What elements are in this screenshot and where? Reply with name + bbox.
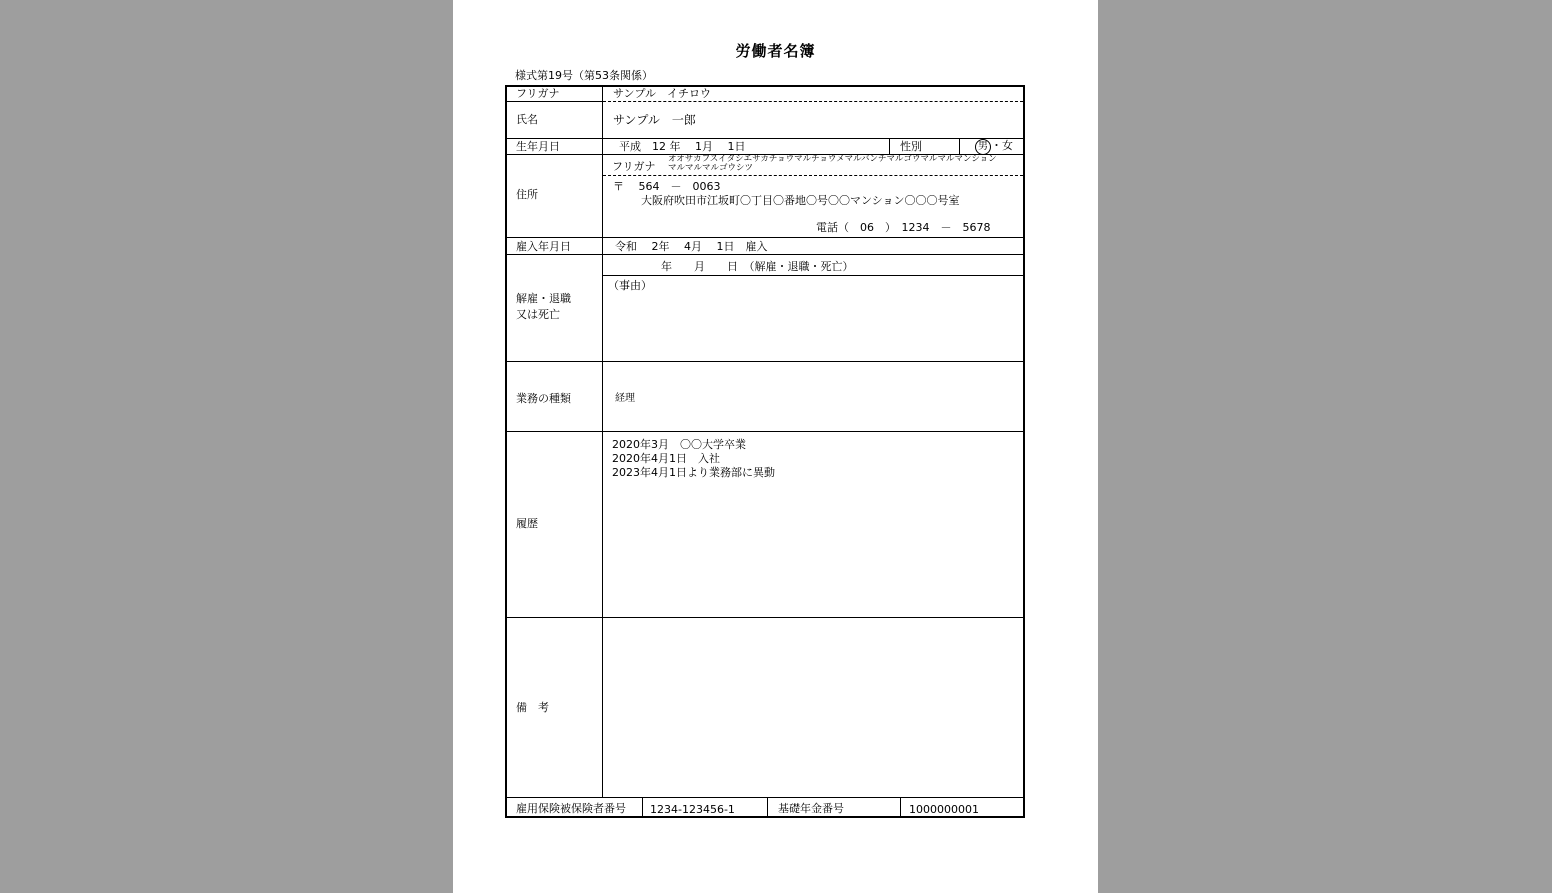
termination-label-line1: 解雇・退職 xyxy=(516,292,571,305)
bottom-divider xyxy=(767,798,768,818)
address-furigana-line1: オオサカフスイタシエサカチョウマルチョウメマルバンチマルゴウマルマルマンション xyxy=(668,154,997,164)
furigana-label: フリガナ xyxy=(516,87,560,100)
gender-label: 性別 xyxy=(900,140,922,153)
notes-label: 備 考 xyxy=(516,701,549,714)
row-divider xyxy=(507,797,1023,798)
row-divider xyxy=(507,254,1023,255)
name-value: サンプル 一郎 xyxy=(613,113,696,127)
furigana-value: サンプル イチロウ xyxy=(613,87,712,100)
address-furigana-label: フリガナ xyxy=(612,160,656,173)
job-type-value: 経理 xyxy=(615,393,635,404)
address-value: 大阪府吹田市江坂町〇丁目〇番地〇号〇〇マンション〇〇〇号室 xyxy=(641,194,960,207)
insurance-number-value: 1234-123456-1 xyxy=(650,803,735,816)
row-divider xyxy=(507,617,1023,618)
worker-register-form xyxy=(505,85,1025,818)
label-column-divider xyxy=(602,87,603,798)
termination-reason: （事由） xyxy=(608,279,652,292)
bottom-divider xyxy=(900,798,901,818)
name-label: 氏名 xyxy=(516,113,538,126)
row-divider xyxy=(507,361,1023,362)
gender-options-rest: ・女 xyxy=(991,139,1013,152)
phone-value: 電話（ 06 ） 1234 － 5678 xyxy=(816,221,991,234)
termination-date-value: 年 月 日 （解雇・退職・死亡） xyxy=(661,260,854,273)
hire-date-label: 雇入年月日 xyxy=(516,240,571,253)
address-furigana-divider xyxy=(603,175,1023,176)
row-divider xyxy=(507,431,1023,432)
termination-date-divider xyxy=(603,275,1023,276)
address-label: 住所 xyxy=(516,188,538,201)
history-item: 2020年4月1日 入社 xyxy=(612,452,720,465)
hire-date-value: 令和 2年 4月 1日 雇入 xyxy=(615,240,768,253)
document-page xyxy=(453,0,1098,893)
birthdate-value: 平成 12 年 1月 1日 xyxy=(619,140,746,153)
insurance-number-label: 雇用保険被保険者番号 xyxy=(516,802,626,815)
gender-divider xyxy=(889,138,890,154)
gender-male-circled: 男 xyxy=(975,139,991,155)
history-item: 2023年4月1日より業務部に異動 xyxy=(612,466,775,479)
pension-number-label: 基礎年金番号 xyxy=(778,802,844,815)
row-divider xyxy=(507,138,1023,139)
postal-code: 〒 564 － 0063 xyxy=(613,180,721,193)
termination-label-line2: 又は死亡 xyxy=(516,308,560,321)
history-item: 2020年3月 〇〇大学卒業 xyxy=(612,438,746,451)
bottom-divider xyxy=(642,798,643,818)
address-furigana-line2: マルマルマルゴウシツ xyxy=(668,163,754,173)
row-divider xyxy=(507,101,603,102)
row-divider xyxy=(507,237,1023,238)
furigana-divider xyxy=(603,101,1023,102)
pension-number-value: 1000000001 xyxy=(909,803,979,816)
gender-divider xyxy=(959,138,960,154)
job-type-label: 業務の種類 xyxy=(516,392,571,405)
birthdate-label: 生年月日 xyxy=(516,140,560,153)
page-title: 労働者名簿 xyxy=(735,42,816,60)
form-number: 様式第19号（第53条関係） xyxy=(515,69,653,82)
gender-value xyxy=(975,139,1013,155)
history-label: 履歴 xyxy=(516,517,538,530)
